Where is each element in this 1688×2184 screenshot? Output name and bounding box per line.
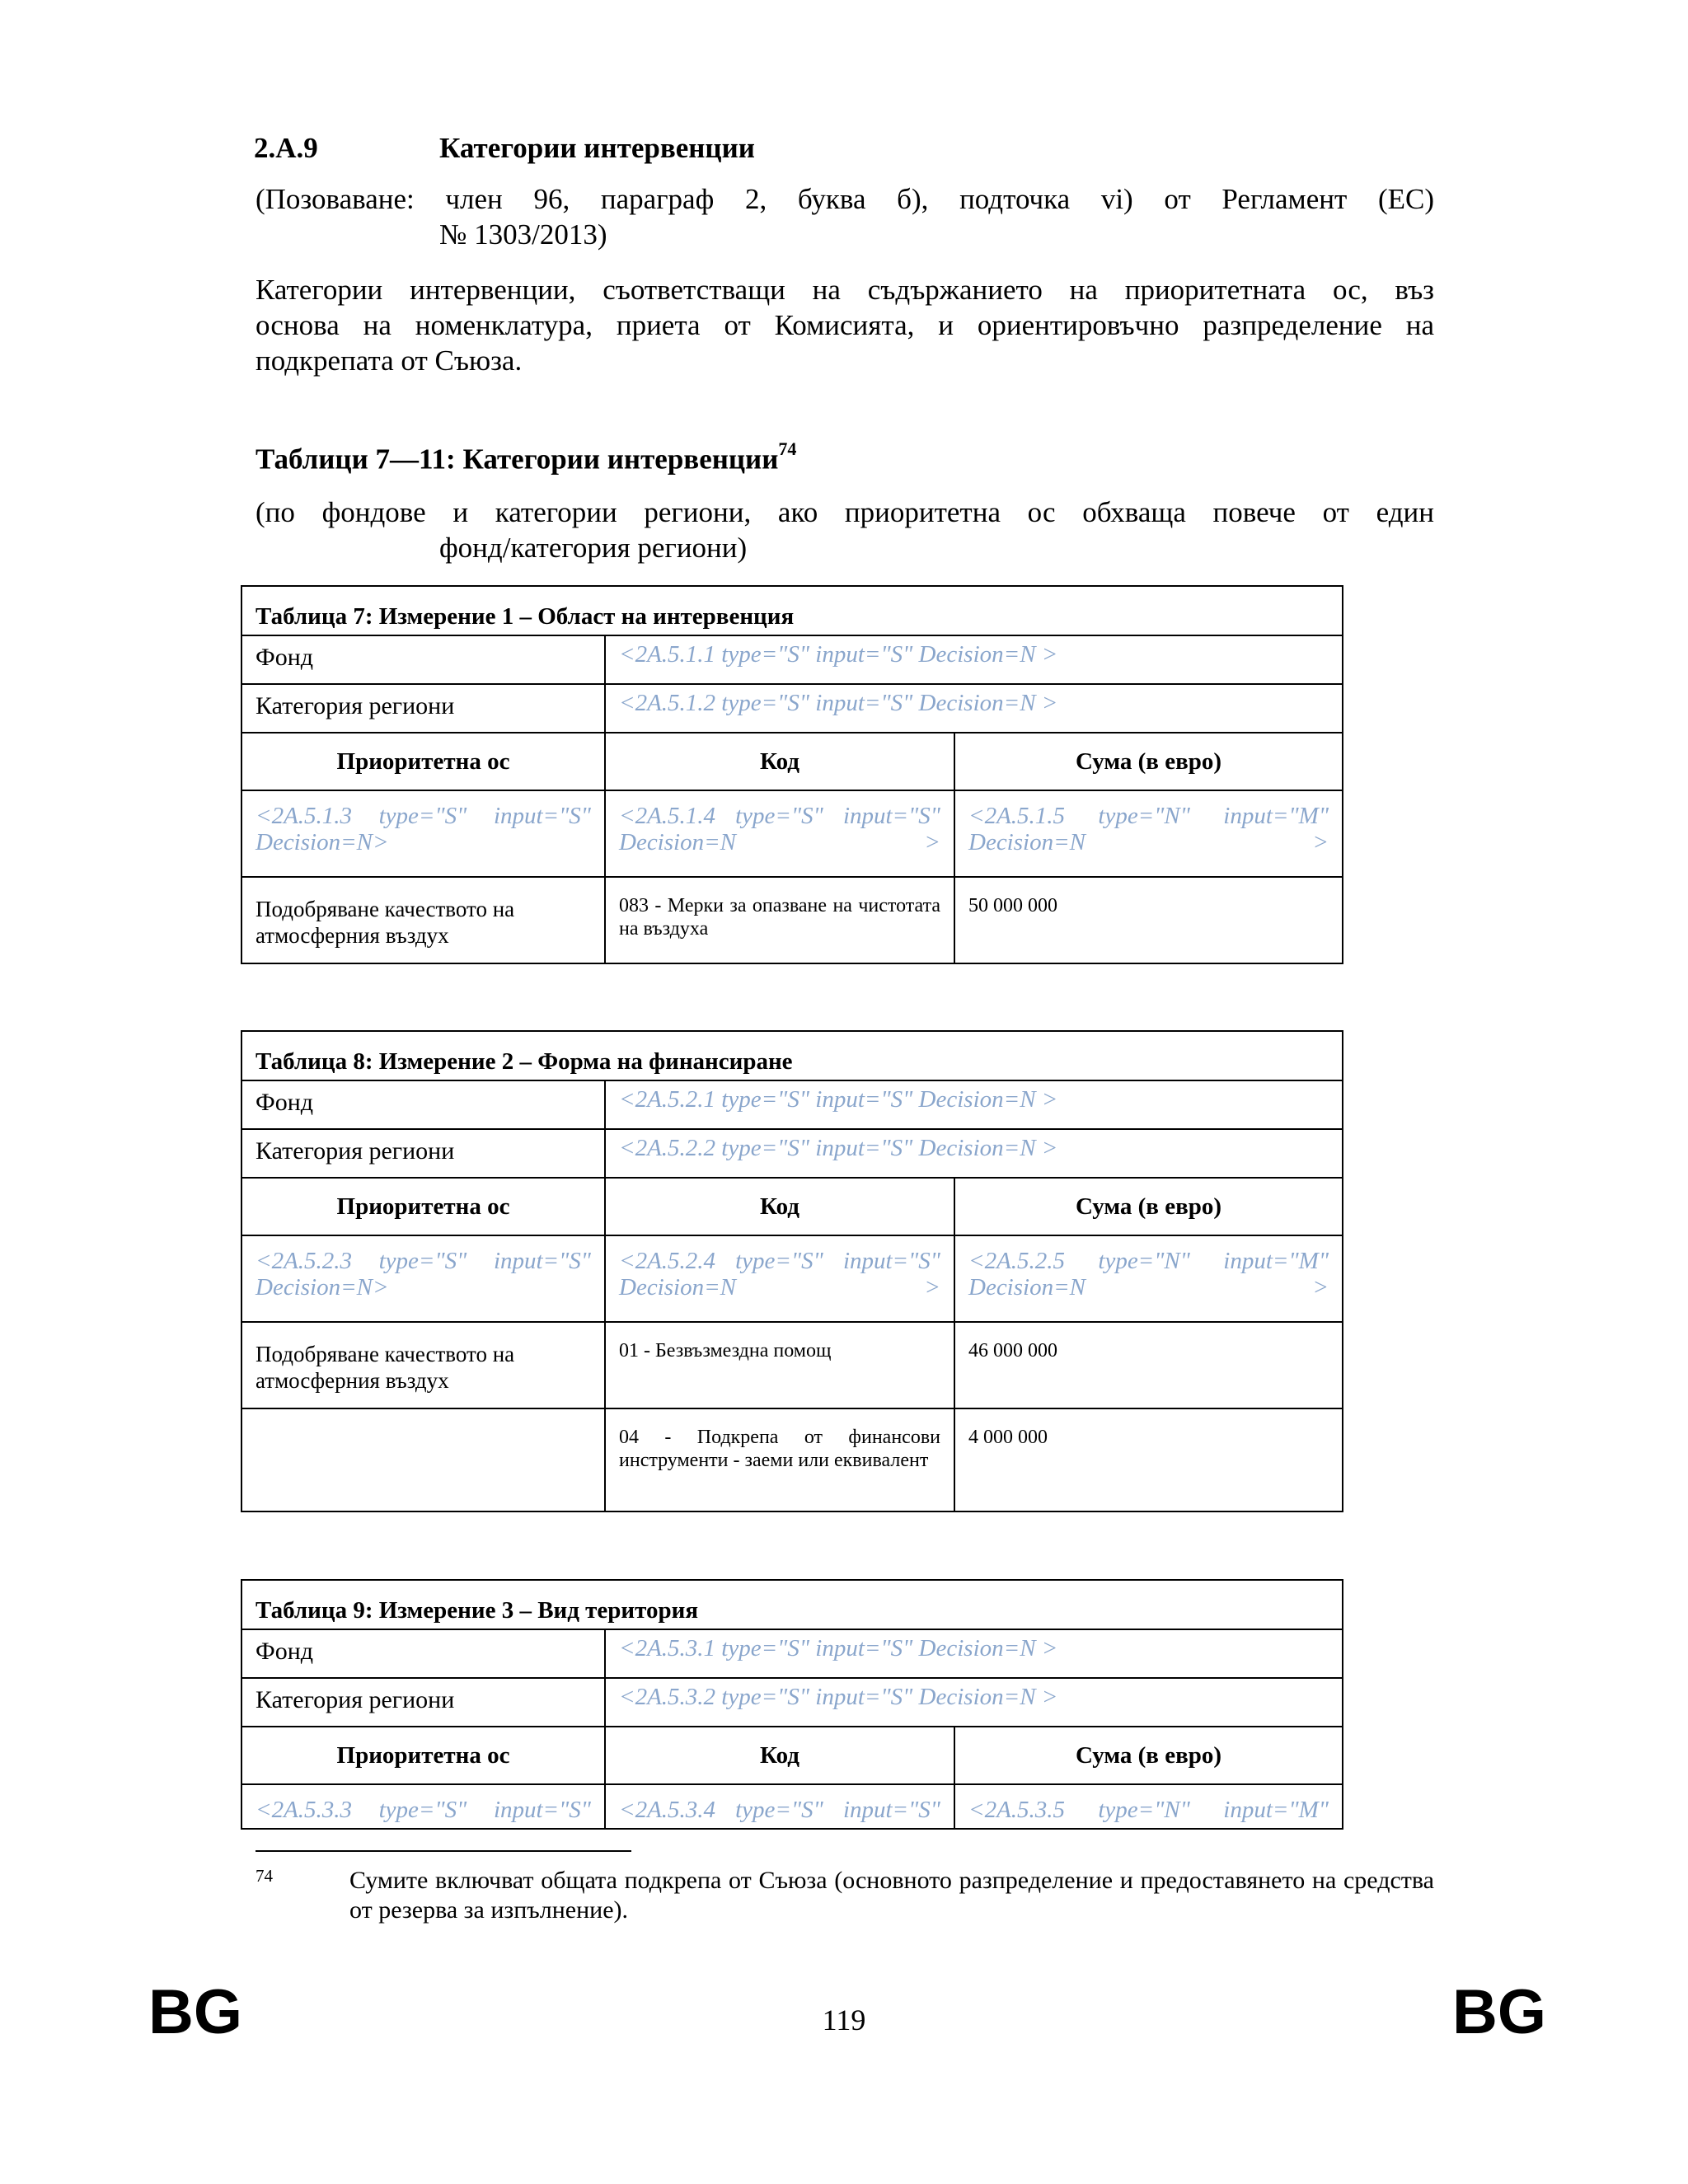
page-number: 119 [822,2004,866,2036]
table-9 [241,1579,1343,1830]
amount-header: Сума (в евро) [954,1178,1343,1235]
table-row-amount: 50 000 000 [954,877,1343,963]
placeholder-cell: <2A.5.3.5 type="N" input="M" [954,1784,1343,1829]
priority-axis-header: Приоритетна ос [241,1727,605,1784]
placeholder-cell: <2A.5.1.4 type="S" input="S" Decision=N > [605,790,954,877]
footnote-text: Сумите включват общата подкрепа от Съюза (основното разпределение и предоставянето на средства от резерва за изпълнение). [349,1867,1434,1924]
table-row-code: 01 - Безвъзмездна помощ [605,1322,954,1408]
region-category-label: Категория региони [241,1129,605,1178]
reference-line-1: (Позоваване: член 96, параграф 2, буква б), подточка vi) от Регламент (ЕС) [256,183,1434,215]
code-header: Код [605,1727,954,1784]
footnote-separator [256,1850,631,1852]
table-8 [241,1030,1343,1512]
fund-label: Фонд [241,1629,605,1678]
description-line-3: подкрепата от Съюза. [256,344,523,377]
table-row-amount: 46 000 000 [954,1322,1343,1408]
placeholder-cell: <2A.5.1.3 type="S" input="S" Decision=N> [241,790,605,877]
table-row-amount: 4 000 000 [954,1408,1343,1511]
tables-heading [256,438,797,476]
placeholder-cell: <2A.5.2.4 type="S" input="S" Decision=N > [605,1235,954,1322]
tables-note-line-2: фонд/категория региони) [439,532,748,564]
placeholder-cell: <2A.5.2.5 type="N" input="M" Decision=N > [954,1235,1343,1322]
placeholder-cell: <2A.5.1.5 type="N" input="M" Decision=N > [954,790,1343,877]
fund-field: <2A.5.1.1 type="S" input="S" Decision=N > [605,635,1343,684]
language-mark-right: BG [1452,1977,1546,2047]
placeholder-cell: <2A.5.2.3 type="S" input="S" Decision=N> [241,1235,605,1322]
section-heading [254,132,755,165]
priority-axis-header: Приоритетна ос [241,733,605,790]
region-category-field: <2A.5.1.2 type="S" input="S" Decision=N > [605,684,1343,733]
footnote-number: 74 [256,1866,273,1886]
fund-field: <2A.5.3.1 type="S" input="S" Decision=N > [605,1629,1343,1678]
fund-label: Фонд [241,1080,605,1129]
table-9-title: Таблица 9: Измерение 3 – Вид територия [241,1580,1343,1629]
table-row-axis: Подобряване качеството на атмосферния въздух [241,877,605,963]
placeholder-cell: <2A.5.3.4 type="S" input="S" [605,1784,954,1829]
region-category-label: Категория региони [241,1678,605,1727]
placeholder-cell: <2A.5.3.3 type="S" input="S" [241,1784,605,1829]
table-row-code: 083 - Мерки за опазване на чистотата на въздуха [605,877,954,963]
amount-header: Сума (в евро) [954,733,1343,790]
footnote-reference[interactable]: 74 [778,438,797,459]
code-header: Код [605,733,954,790]
description-line-2: основа на номенклатура, приета от Комисията, и ориентировъчно разпределение на [256,309,1434,341]
amount-header: Сума (в евро) [954,1727,1343,1784]
section-number: 2.A.9 [254,132,318,164]
fund-label: Фонд [241,635,605,684]
region-category-field: <2A.5.3.2 type="S" input="S" Decision=N > [605,1678,1343,1727]
section-title: Категории интервенции [439,132,755,164]
tables-note-line-1: (по фондове и категории региони, ако приоритетна ос обхваща повече от един [256,496,1434,528]
priority-axis-header: Приоритетна ос [241,1178,605,1235]
language-mark-left: BG [148,1977,242,2047]
table-7-title: Таблица 7: Измерение 1 – Област на интервенция [241,586,1343,635]
table-row-axis: Подобряване качеството на атмосферния въздух [241,1322,605,1408]
region-category-label: Категория региони [241,684,605,733]
region-category-field: <2A.5.2.2 type="S" input="S" Decision=N > [605,1129,1343,1178]
reference-line-2: № 1303/2013) [439,218,607,251]
fund-field: <2A.5.2.1 type="S" input="S" Decision=N > [605,1080,1343,1129]
tables-heading-title: Таблици 7—11: Категории интервенции [256,443,779,476]
table-7 [241,585,1343,964]
table-row-code: 04 - Подкрепа от финансови инструменти - заеми или еквивалент [605,1408,954,1511]
table-row-axis [241,1408,605,1511]
description-line-1: Категории интервенции, съответстващи на съдържанието на приоритетната ос, въз [256,274,1434,306]
table-8-title: Таблица 8: Измерение 2 – Форма на финансиране [241,1031,1343,1080]
code-header: Код [605,1178,954,1235]
